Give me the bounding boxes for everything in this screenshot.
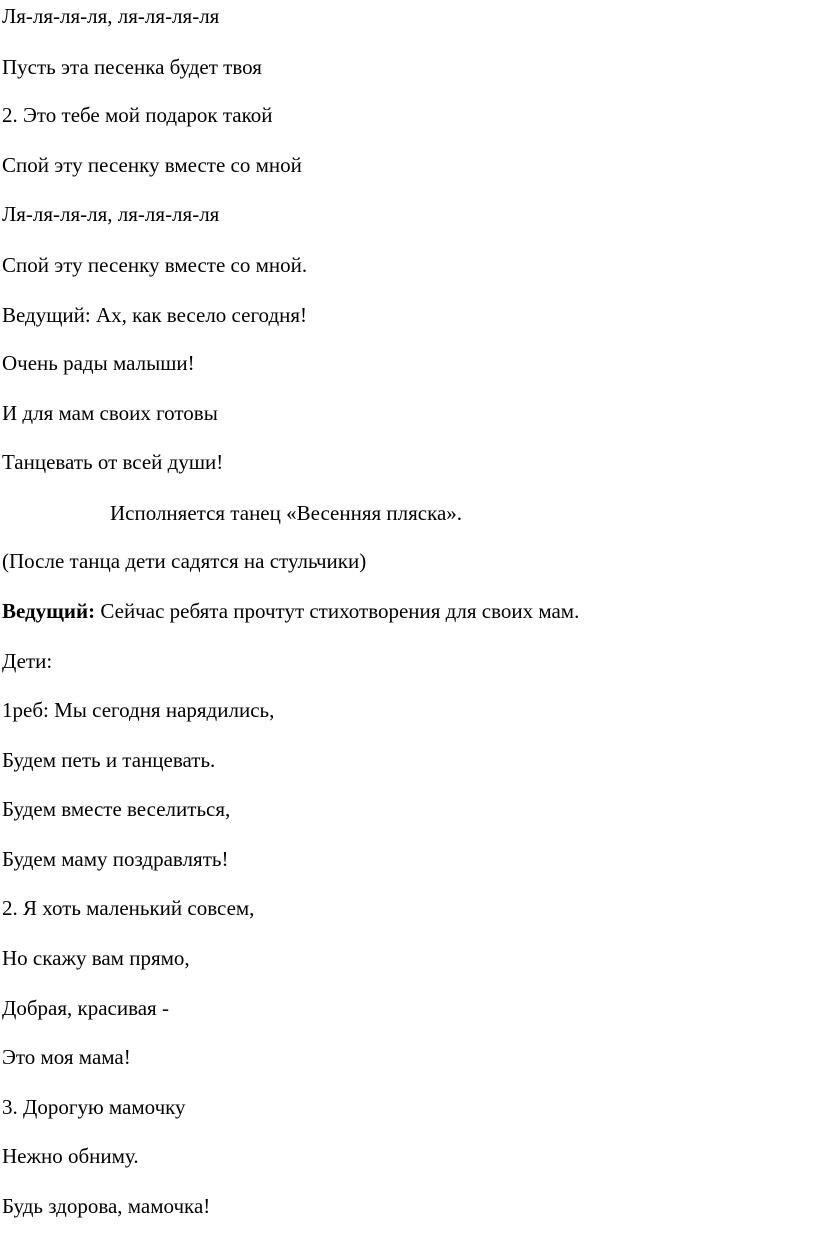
text-line: Будем петь и танцевать. [2,748,216,772]
text-line: И для мам своих готовы [2,401,218,425]
text-line: Спой эту песенку вместе со мной [2,153,302,177]
stage-direction: (После танца дети садятся на стульчики) [2,549,367,573]
text-line: Ля-ля-ля-ля, ля-ля-ля-ля [2,202,220,226]
text-line: 1реб: Мы сегодня нарядились, [2,698,275,722]
stage-direction: Исполняется танец «Весенняя пляска». [110,501,463,525]
text-line: Очень рады малыши! [2,351,195,375]
text-line: Будем маму поздравлять! [2,847,229,871]
text-line: Добрая, красивая - [2,996,169,1020]
text-line: Пусть эта песенка будет твоя [2,55,262,79]
text-line: Но скажу вам прямо, [2,946,190,970]
text-line: Танцевать от всей души! [2,450,224,474]
text-line: Спой эту песенку вместе со мной. [2,253,308,277]
text-line: Нежно обниму. [2,1144,139,1168]
text-line: Это моя мама! [2,1045,131,1069]
text-line: Ля-ля-ля-ля, ля-ля-ля-ля [2,4,220,28]
speaker-label: Ведущий: [2,599,96,623]
text-line: Ведущий: Ах, как весело сегодня! [2,303,308,327]
text-line: Будем вместе веселиться, [2,797,231,821]
text-line: Дети: [2,649,53,673]
text-line: 3. Дорогую мамочку [2,1095,186,1119]
speaker-text: Сейчас ребята прочтут стихотворения для своих мам. [100,599,580,623]
text-line: 2. Я хоть маленький совсем, [2,896,255,920]
text-line [2,598,579,624]
text-line: 2. Это тебе мой подарок такой [2,103,273,127]
text-line: Будь здорова, мамочка! [2,1194,211,1218]
